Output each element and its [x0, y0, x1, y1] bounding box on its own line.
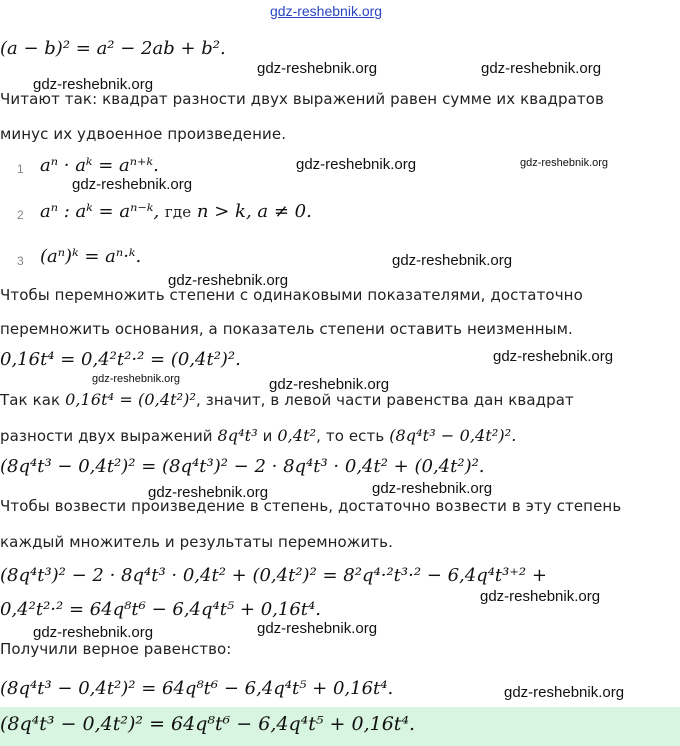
watermark: gdz-reshebnik.org — [493, 348, 614, 365]
list-number: 2 — [17, 208, 24, 222]
text-fragment: , значит, в левой части равенства дан квадрат — [196, 391, 574, 409]
text-fragment: Так как — [0, 391, 61, 409]
inline-formula: 8q⁴t³ — [217, 426, 258, 445]
watermark: gdz-reshebnik.org — [504, 684, 625, 701]
formula-line: (8q⁴t³ − 0,4t²)² = (8q⁴t³)² − 2 · 8q⁴t³ · 0,4t² + (0,4t²)². — [0, 456, 485, 477]
watermark: gdz-reshebnik.org — [481, 60, 602, 77]
formula-line: (8q⁴t³ − 0,4t²)² = 64q⁸t⁶ − 6,4q⁴t⁵ + 0,16t⁴. — [0, 678, 394, 699]
formula-line: 0,16t⁴ = 0,4²t²·² = (0,4t²)². — [0, 349, 241, 370]
watermark: gdz-reshebnik.org — [72, 176, 193, 193]
watermark: gdz-reshebnik.org — [372, 480, 493, 497]
watermark: gdz-reshebnik.org — [33, 624, 154, 641]
watermark: gdz-reshebnik.org — [148, 484, 269, 501]
watermark-top-link[interactable]: gdz-reshebnik.org — [270, 3, 383, 19]
formula-square-difference: (a − b)² = a² − 2ab + b². — [0, 38, 226, 59]
text-fragment: и — [262, 427, 273, 445]
watermark: gdz-reshebnik.org — [520, 157, 609, 169]
list-number: 1 — [17, 162, 24, 176]
paragraph-text: Читают так: квадрат разности двух выражений равен сумме их квадратов — [0, 90, 604, 108]
paragraph-text: Получили верное равенство: — [0, 640, 232, 658]
watermark: gdz-reshebnik.org — [480, 588, 601, 605]
formula-line: 0,4²t²·² = 64q⁸t⁶ − 6,4q⁴t⁵ + 0,16t⁴. — [0, 599, 321, 620]
inline-formula: (8q⁴t³ − 0,4t²)². — [389, 426, 517, 445]
list-number: 3 — [17, 254, 24, 268]
inline-formula: 0,16t⁴ = (0,4t²)² — [65, 390, 197, 409]
text-fragment: , то есть — [316, 427, 385, 445]
text-fragment: разности двух выражений — [0, 427, 213, 445]
rule-formula-main: aⁿ : aᵏ = aⁿ⁻ᵏ, — [40, 201, 160, 222]
watermark: gdz-reshebnik.org — [257, 620, 378, 637]
watermark: gdz-reshebnik.org — [168, 272, 289, 289]
watermark: gdz-reshebnik.org — [33, 76, 154, 93]
paragraph-text: перемножить основания, а показатель степени оставить неизменным. — [0, 320, 573, 338]
paragraph-text: Чтобы перемножить степени с одинаковыми показателями, достаточно — [0, 286, 583, 304]
watermark: gdz-reshebnik.org — [296, 156, 417, 173]
watermark: gdz-reshebnik.org — [257, 60, 378, 77]
paragraph-text — [0, 390, 574, 409]
rule-formula: (aⁿ)ᵏ = aⁿ·ᵏ. — [40, 246, 142, 267]
rule-formula — [40, 201, 312, 222]
answer-formula: (8q⁴t³ − 0,4t²)² = 64q⁸t⁶ − 6,4q⁴t⁵ + 0,16t⁴. — [0, 713, 416, 735]
paragraph-text: минус их удвоенное произведение. — [0, 125, 287, 143]
formula-line: (8q⁴t³)² − 2 · 8q⁴t³ · 0,4t² + (0,4t²)² = 8²q⁴·²t³·² − 6,4q⁴t³⁺² + — [0, 565, 547, 586]
paragraph-text — [0, 426, 516, 445]
paragraph-text: Чтобы возвести произведение в степень, достаточно возвести в эту степень — [0, 497, 622, 515]
watermark: gdz-reshebnik.org — [392, 252, 513, 269]
paragraph-text: каждый множитель и результаты перемножить. — [0, 533, 393, 551]
rule-formula: aⁿ · aᵏ = aⁿ⁺ᵏ. — [40, 155, 159, 176]
watermark: gdz-reshebnik.org — [92, 373, 181, 385]
watermark: gdz-reshebnik.org — [269, 376, 390, 393]
inline-formula: 0,4t² — [277, 426, 317, 445]
rule-condition-word: где — [164, 203, 192, 221]
rule-condition-formula: n > k, a ≠ 0. — [196, 201, 312, 222]
